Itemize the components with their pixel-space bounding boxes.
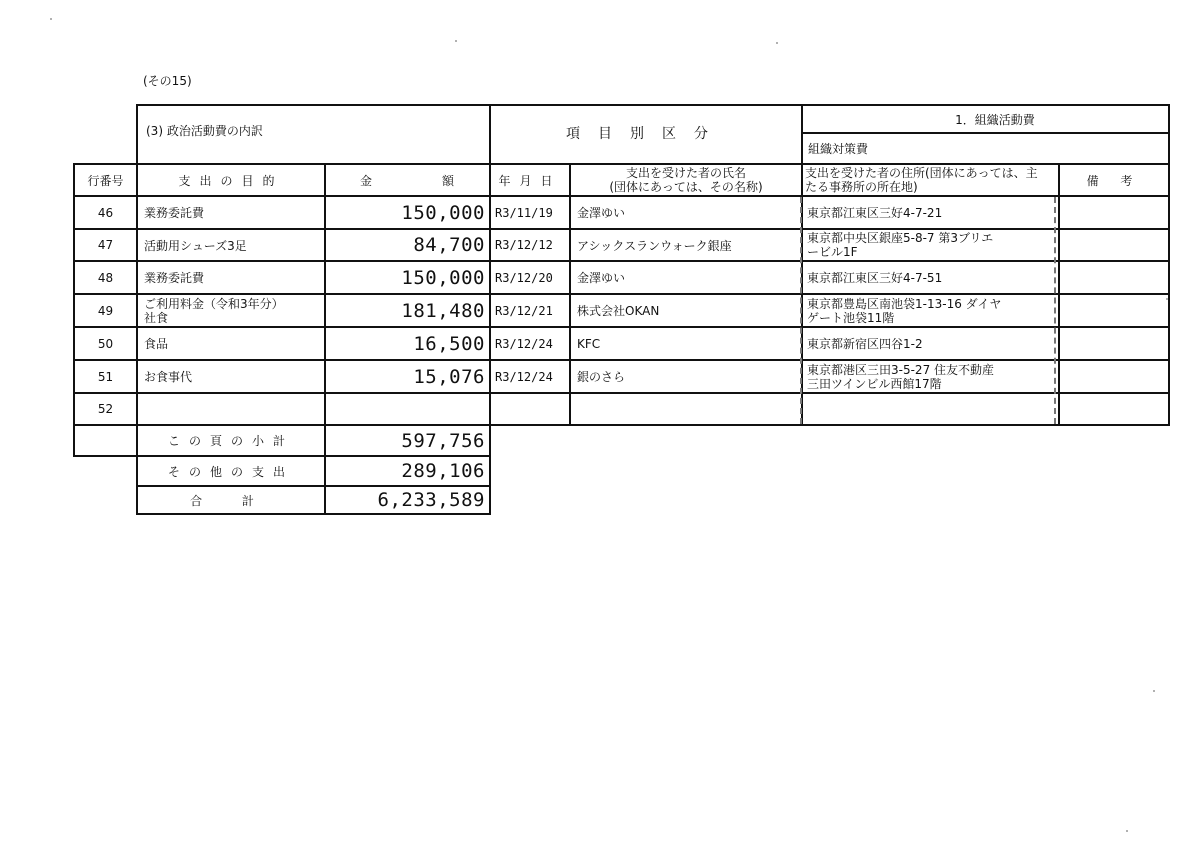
row-date: R3/12/12	[495, 238, 553, 252]
redaction-mark	[1052, 197, 1056, 424]
row-address-line1: 東京都港区三田3-5-27 住友不動産	[807, 362, 995, 377]
row-address-line2: 三田ツインビル西館17階	[807, 376, 942, 391]
category-value: 1．組織活動費	[955, 112, 1035, 127]
col-recipient-name	[571, 165, 801, 195]
page-subtotal-value: 597,756	[401, 429, 485, 452]
row-address: 東京都新宿区四谷1-2	[807, 337, 923, 351]
row-date: R3/11/19	[495, 205, 553, 220]
page-subtotal-label: この頁の小計	[167, 434, 294, 448]
row-no: 47	[97, 238, 114, 252]
row-purpose: 食品	[144, 337, 169, 351]
row-date: R3/12/24	[495, 369, 553, 384]
scan-speck	[455, 40, 457, 42]
row-address	[803, 361, 1058, 392]
row-no: 48	[97, 270, 114, 285]
row-recipient: 金澤ゆい	[577, 271, 626, 285]
row-amount: 15,076	[413, 365, 485, 388]
col-amount-b: 額	[442, 173, 455, 188]
col-recipient-address	[803, 165, 1058, 195]
other-expenses-value: 289,106	[401, 460, 485, 482]
scan-speck	[1166, 298, 1168, 300]
row-purpose: 業務委託費	[144, 271, 205, 285]
scan-speck	[1126, 830, 1128, 832]
scan-speck	[776, 42, 778, 44]
row-amount: 150,000	[401, 266, 485, 289]
rule-bottom	[136, 513, 491, 515]
col-amount-a: 金	[360, 173, 373, 188]
row-amount: 84,700	[413, 234, 485, 256]
row-address	[803, 295, 1058, 326]
row-address	[803, 230, 1058, 260]
row-address-line1: 東京都中央区銀座5-8-7 第3ブリエ	[807, 231, 994, 245]
row-recipient: 銀のさら	[577, 370, 626, 384]
row-date: R3/12/24	[495, 336, 553, 351]
row-recipient: 株式会社OKAN	[577, 304, 660, 318]
grand-total-label: 合 計	[190, 493, 272, 508]
other-expenses-label: その他の支出	[167, 464, 294, 479]
row-amount: 181,480	[401, 299, 485, 322]
row-amount: 16,500	[413, 332, 485, 355]
row-no: 50	[97, 336, 114, 351]
col-purpose: 支出の目的	[178, 173, 284, 188]
scan-speck	[50, 18, 52, 20]
row-no: 51	[97, 369, 114, 384]
scan-speck	[1153, 690, 1155, 692]
row-no: 49	[97, 303, 114, 318]
row-recipient: 金澤ゆい	[577, 206, 626, 220]
rule-v-right	[1168, 104, 1170, 426]
row-amount: 150,000	[401, 201, 485, 224]
category-label: 項目別区分	[566, 126, 726, 142]
col-recipient-address-line1: 支出を受けた者の住所(団体にあっては、主	[805, 166, 1038, 180]
rule-row-6	[73, 392, 1170, 394]
col-row-no: 行番号	[87, 173, 124, 188]
row-address-line2: ゲート池袋11階	[807, 310, 895, 325]
grand-total-value: 6,233,589	[377, 489, 485, 511]
subcategory-value: 組織対策費	[808, 142, 869, 156]
col-remarks: 備 考	[1086, 173, 1142, 188]
row-date: R3/12/20	[495, 270, 553, 285]
row-address: 東京都江東区三好4-7-21	[807, 206, 943, 220]
rule-v-remarks	[1058, 163, 1060, 426]
col-recipient-name-line2: (団体にあっては、その名称)	[609, 180, 763, 194]
row-purpose-line2: 社食	[144, 310, 169, 325]
col-recipient-name-line1: 支出を受けた者の氏名	[625, 166, 746, 180]
row-recipient: KFC	[577, 336, 601, 351]
row-date: R3/12/21	[495, 303, 553, 318]
section-title: (3) 政治活動費の内訳	[146, 123, 263, 138]
row-purpose: お食事代	[144, 370, 193, 384]
col-recipient-address-line2: たる事務所の所在地)	[805, 180, 918, 194]
col-date: 年月日	[498, 173, 562, 188]
row-purpose: 業務委託費	[144, 206, 205, 220]
row-purpose	[138, 295, 324, 326]
page-label: (その15)	[143, 74, 192, 88]
row-purpose: 活動用シューズ3足	[144, 238, 247, 253]
row-recipient: アシックスランウォーク銀座	[577, 238, 732, 253]
row-no: 52	[97, 402, 114, 416]
row-purpose-line1: ご利用料金（令和3年分）	[144, 296, 284, 311]
row-no: 46	[97, 205, 114, 220]
row-address: 東京都江東区三好4-7-51	[807, 271, 943, 285]
redaction-mark	[798, 197, 802, 424]
row-address-line2: ービル1F	[807, 245, 858, 259]
row-address-line1: 東京都豊島区南池袋1-13-16 ダイヤ	[807, 296, 1002, 311]
